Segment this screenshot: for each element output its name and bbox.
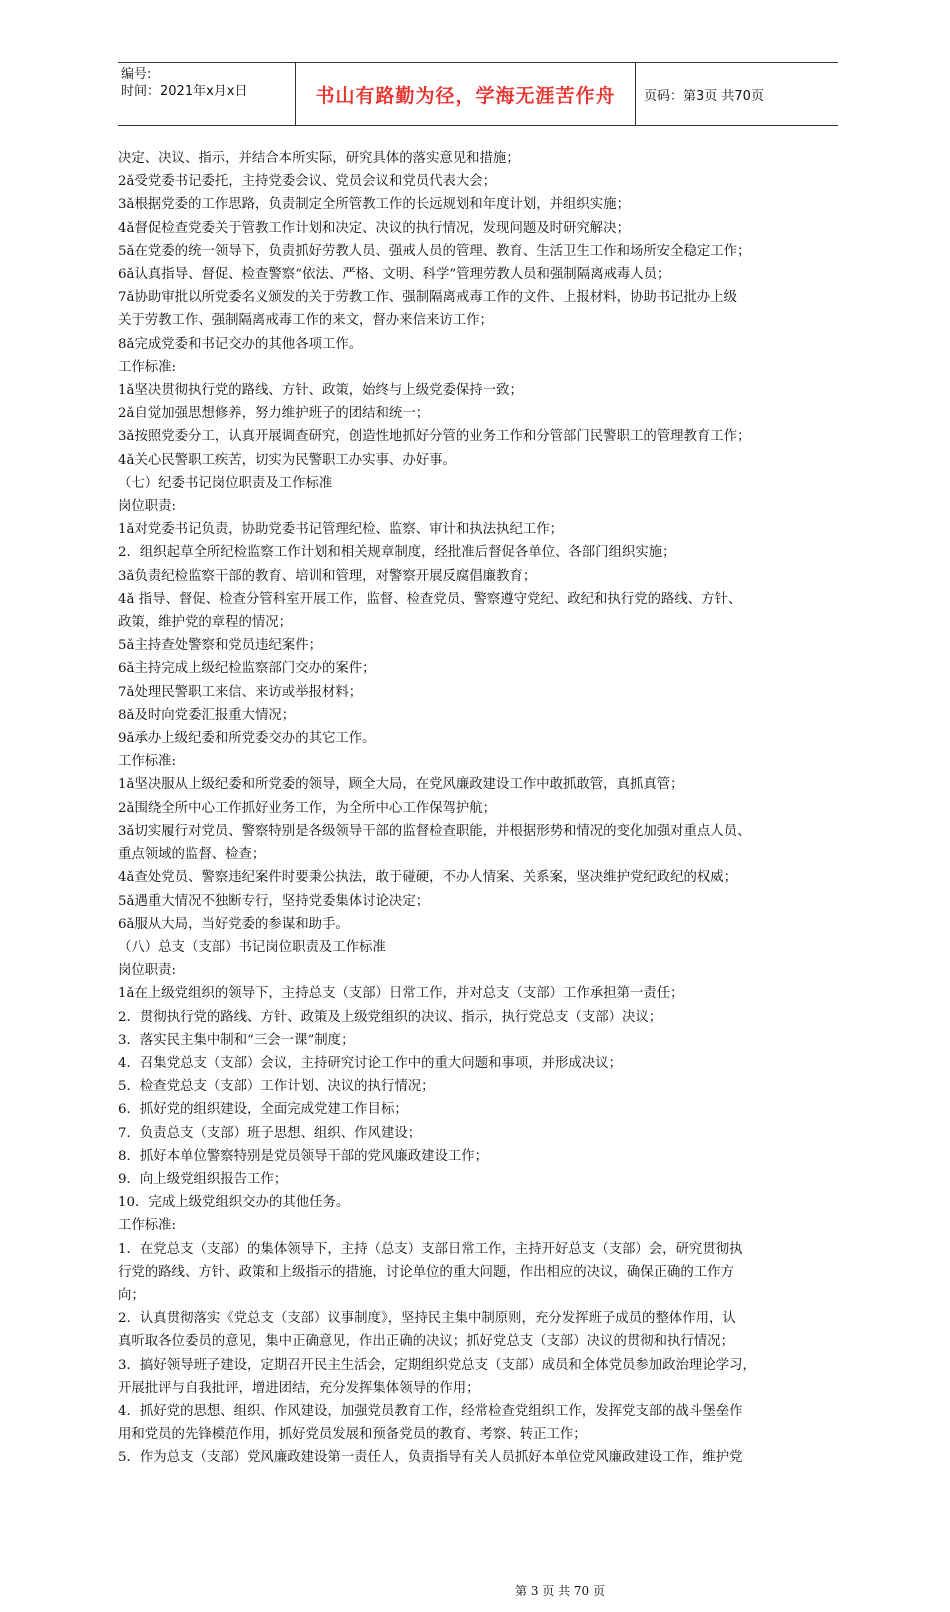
text-line: 2ǎ围绕全所中心工作抓好业务工作，为全所中心工作保驾护航；	[118, 800, 497, 816]
text-line: 用和党员的先锋模范作用，抓好党员发展和预备党员的教育、考察、转正工作；	[118, 1427, 587, 1443]
text-line: 1ǎ在上级党组织的领导下，主持总支（支部）日常工作，并对总支（支部）工作承担第一责任；	[118, 986, 684, 1002]
text-line: 岗位职责:	[118, 963, 177, 979]
text-line: 工作标准:	[118, 1218, 177, 1234]
text-line: 5．作为总支（支部）党风廉政建设第一责任人，负责指导有关人员抓好本单位党风廉政建设工作，维护党	[118, 1450, 743, 1466]
text-line: 4ǎ关心民警职工疾苦，切实为民警职工办实事、办好事。	[118, 452, 456, 468]
text-line: 6ǎ主持完成上级纪检监察部门交办的案件；	[118, 661, 376, 677]
text-line: 3．搞好领导班子建设，定期召开民主生活会，定期组织党总支（支部）成员和全体党员参加政治理论学习，	[118, 1357, 756, 1373]
text-line: 重点领域的监督、检查；	[118, 847, 266, 863]
text-line: 2．贯彻执行党的路线、方针、政策及上级党组织的决议、指示，执行党总支（支部）决议；	[118, 1009, 663, 1025]
page-header	[118, 62, 838, 126]
text-line: 1ǎ坚决服从上级纪委和所党委的领导，顾全大局，在党风廉政建设工作中敢抓敢管，真抓真管；	[118, 777, 684, 793]
text-line: 10．完成上级党组织交办的其他任务。	[118, 1195, 350, 1211]
text-line: 真听取各位委员的意见，集中正确意见，作出正确的决议；抓好党总支（支部）决议的贯彻和执行情况；	[118, 1334, 734, 1350]
text-line: 7ǎ协助审批以所党委名义颁发的关于劳教工作、强制隔离戒毒工作的文件、上报材料，协助书记批办上级	[118, 290, 738, 306]
text-line: 3ǎ负责纪检监察干部的教育、培训和管理，对警察开展反腐倡廉教育；	[118, 568, 537, 584]
text-line: 4ǎ 指导、督促、检查分管科室开展工作，监督、检查党员、警察遵守党纪、政纪和执行党的路线、方针、	[118, 591, 742, 607]
number-label: 编号:	[121, 67, 152, 82]
text-line: 8ǎ完成党委和书记交办的其他各项工作。	[118, 336, 363, 352]
document-body	[118, 147, 843, 1470]
text-line: 2．认真贯彻落实《党总支（支部）议事制度》，坚持民主集中制原则，充分发挥班子成员的整体作用，认	[118, 1311, 736, 1327]
text-line: 决定、决议、指示，并结合本所实际，研究具体的落实意见和措施；	[118, 151, 520, 166]
text-line: 8ǎ及时向党委汇报重大情况；	[118, 707, 296, 723]
text-line: 6ǎ认真指导、督促、检查警察“依法、严格、文明、科学”管理劳教人员和强制隔离戒毒人员；	[118, 267, 671, 283]
text-line: 2．组织起草全所纪检监察工作计划和相关规章制度，经批准后督促各单位、各部门组织实施；	[118, 545, 676, 561]
text-line: 7．负责总支（支部）班子思想、组织、作风建设；	[118, 1125, 422, 1141]
text-line: 8．抓好本单位警察特别是党员领导干部的党风廉政建设工作；	[118, 1148, 489, 1164]
text-line: 工作标准:	[118, 754, 177, 770]
text-line: 4．抓好党的思想、组织、作风建设，加强党员教育工作，经常检查党组织工作，发挥党支部的战斗堡垒作	[118, 1403, 743, 1419]
text-line: 3ǎ根据党委的工作思路，负责制定全所管教工作的长远规划和年度计划，并组织实施；	[118, 197, 630, 213]
text-line: （七）纪委书记岗位职责及工作标准	[118, 475, 333, 491]
text-line: 岗位职责:	[118, 499, 177, 515]
text-line: 5ǎ在党委的统一领导下，负责抓好劳教人员、强戒人员的管理、教育、生活卫生工作和场所安全稳定工作；	[118, 243, 751, 259]
text-line: 3．落实民主集中制和“三会一课”制度；	[118, 1032, 355, 1048]
page-footer: 第 3 页 共 70 页	[515, 1584, 605, 1598]
text-line: 1ǎ对党委书记负责，协助党委书记管理纪检、监察、审计和执法执纪工作；	[118, 522, 564, 538]
text-line: 3ǎ按照党委分工，认真开展调查研究，创造性地抓好分管的业务工作和分管部门民警职工的管理教育工作；	[118, 429, 751, 445]
text-line: 6ǎ服从大局，当好党委的参谋和助手。	[118, 916, 349, 932]
text-line: 开展批评与自我批评，增进团结，充分发挥集体领导的作用；	[118, 1380, 480, 1396]
text-line: 2ǎ受党委书记委托，主持党委会议、党员会议和党员代表大会；	[118, 174, 497, 190]
text-line: 4．召集党总支（支部）会议，主持研究讨论工作中的重大问题和事项，并形成决议；	[118, 1055, 622, 1071]
text-line: 工作标准:	[118, 359, 177, 375]
text-line: 关于劳教工作、强制隔离戒毒工作的来文，督办来信来访工作；	[118, 313, 493, 329]
text-line: 政策，维护党的章程的情况；	[118, 615, 293, 631]
text-line: 6．抓好党的组织建设，全面完成党建工作目标；	[118, 1102, 408, 1118]
text-line: 4ǎ查处党员、警察违纪案件时要秉公执法，敢于碰硬，不办人情案、关系案，坚决维护党纪政纪的权威；	[118, 870, 738, 886]
text-line: 4ǎ督促检查党委关于管教工作计划和决定、决议的执行情况，发现问题及时研究解决；	[118, 220, 630, 236]
header-meta-cell	[118, 63, 296, 125]
text-line: （八）总支（支部）书记岗位职责及工作标准	[118, 939, 386, 955]
text-line: 行党的路线、方针、政策和上级指示的措施，讨论单位的重大问题，作出相应的决议，确保正确的工作方	[118, 1264, 734, 1280]
text-line: 向；	[118, 1287, 145, 1303]
text-line: 3ǎ切实履行对党员、警察特别是各级领导干部的监督检查职能，并根据形势和情况的变化加强对重点人员、	[118, 823, 751, 839]
text-line: 5．检查党总支（支部）工作计划、决议的执行情况；	[118, 1079, 435, 1095]
time-label: 时间：2021年x月x日	[121, 84, 248, 99]
text-line: 9．向上级党组织报告工作；	[118, 1171, 288, 1187]
header-motto: 书山有路勤为径，学海无涯苦作舟	[296, 63, 636, 125]
text-line: 9ǎ承办上级纪委和所党委交办的其它工作。	[118, 731, 376, 747]
text-line: 5ǎ遇重大情况不独断专行，坚持党委集体讨论决定；	[118, 893, 430, 909]
text-line: 5ǎ主持查处警察和党员违纪案件；	[118, 638, 322, 654]
text-line: 1．在党总支（支部）的集体领导下，主持（总支）支部日常工作，主持开好总支（支部）会，研究贯彻执	[118, 1241, 743, 1257]
header-page-number: 页码：第3页 共70页	[644, 88, 764, 104]
text-line: 7ǎ处理民警职工来信、来访或举报材料；	[118, 684, 363, 700]
text-line: 2ǎ自觉加强思想修养，努力维护班子的团结和统一；	[118, 406, 430, 422]
text-line: 1ǎ坚决贯彻执行党的路线、方针、政策，始终与上级党委保持一致；	[118, 383, 523, 399]
